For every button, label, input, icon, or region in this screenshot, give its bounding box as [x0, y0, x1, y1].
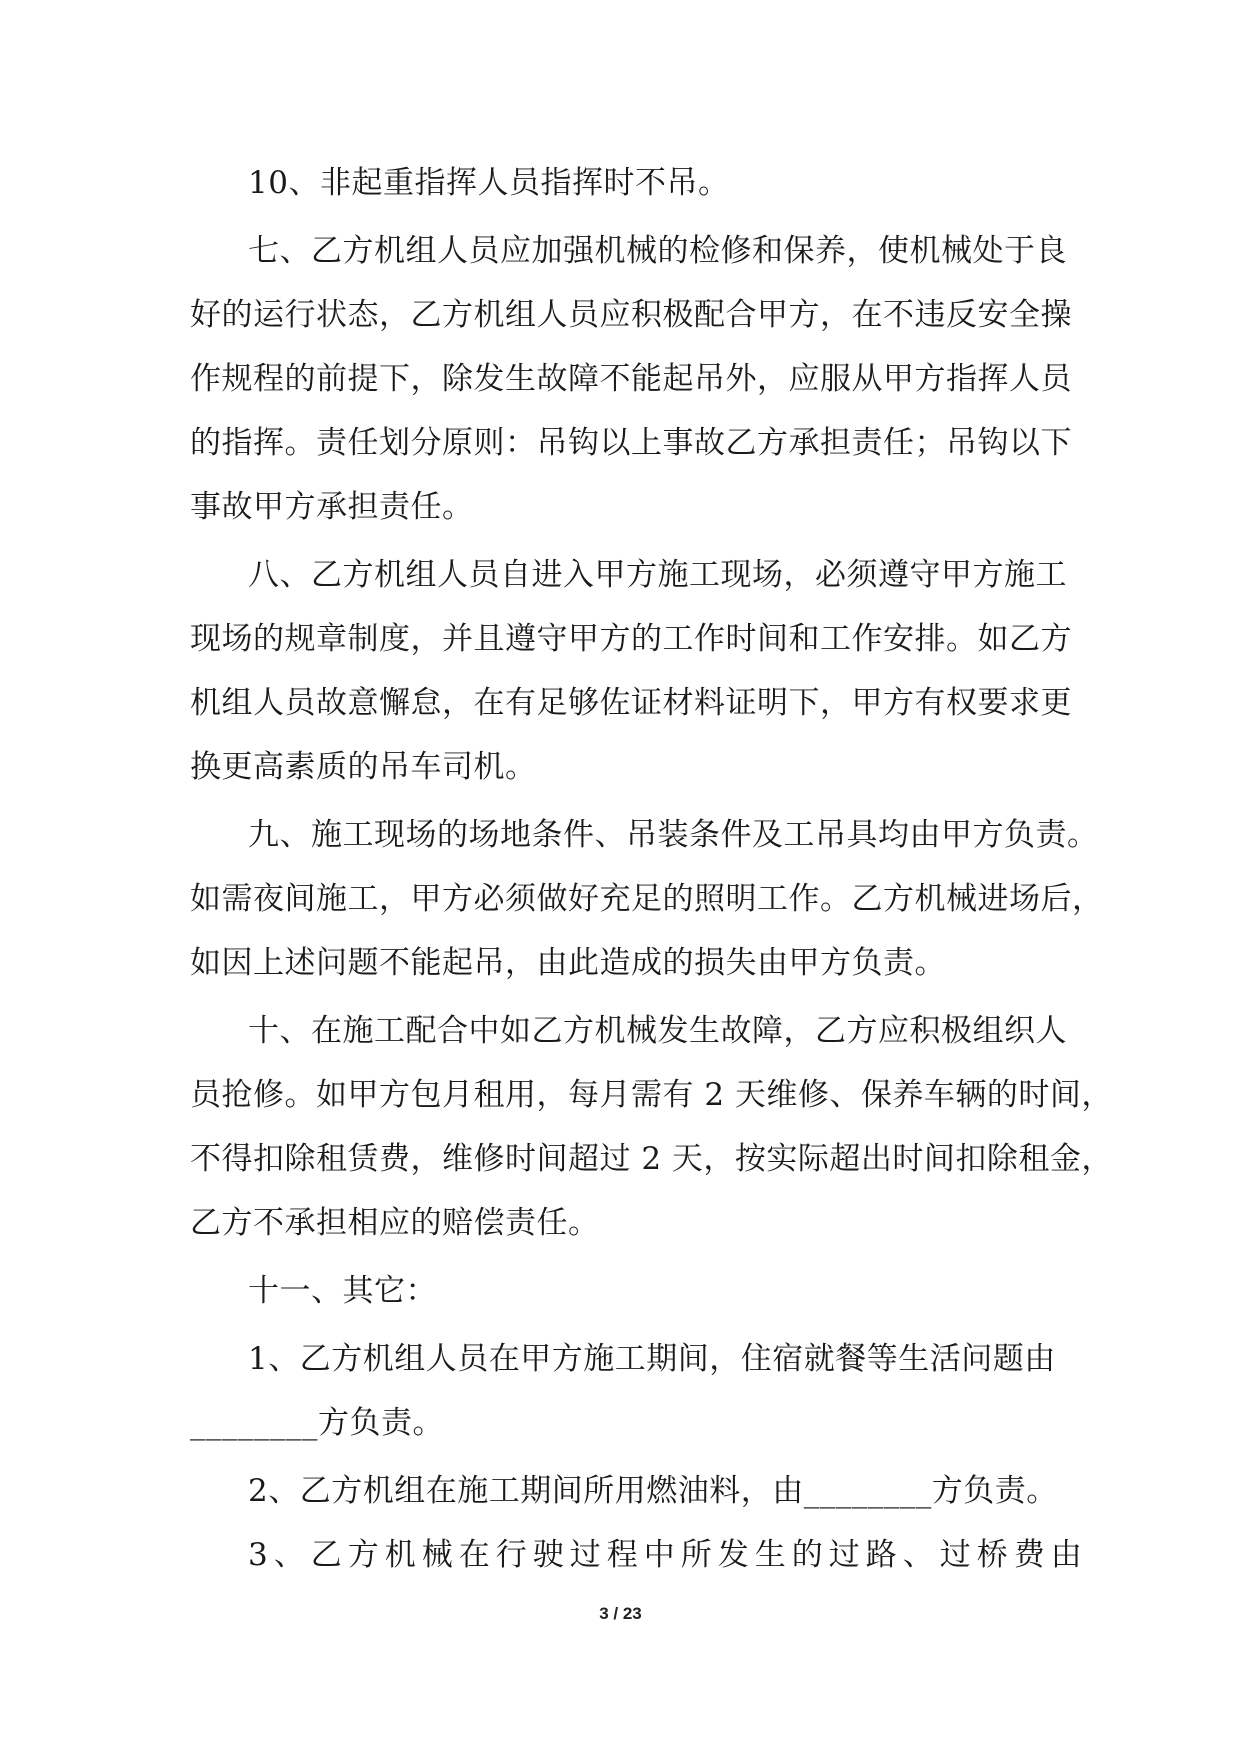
text-line: 十一、其它： — [248, 1273, 437, 1309]
text-line: 乙方不承担相应的赔偿责任。 — [190, 1205, 600, 1241]
text-line: 现场的规章制度，并且遵守甲方的工作时间和工作安排。如乙方 — [190, 621, 1072, 657]
text-line: 机组人员故意懈怠，在有足够佐证材料证明下，甲方有权要求更 — [190, 685, 1072, 721]
text-line: 换更高素质的吊车司机。 — [190, 749, 537, 785]
text-line: 员抢修。如甲方包月租用，每月需有 2 天维修、保养车辆的时间， — [190, 1077, 1113, 1113]
page-number: 3 / 23 — [599, 1604, 642, 1623]
text-line: 七、乙方机组人员应加强机械的检修和保养，使机械处于良 — [248, 233, 1067, 269]
text-line: 事故甲方承担责任。 — [190, 489, 474, 525]
text-line: 3、乙方机械在行驶过程中所发生的过路、过桥费由 — [248, 1537, 1088, 1573]
text-line: 如因上述问题不能起吊，由此造成的损失由甲方负责。 — [190, 945, 946, 981]
text-line: 如需夜间施工，甲方必须做好充足的照明工作。乙方机械进场后， — [190, 881, 1104, 917]
text-line: ________方负责。 — [190, 1405, 444, 1441]
text-line: 八、乙方机组人员自进入甲方施工现场，必须遵守甲方施工 — [248, 557, 1067, 593]
text-line: 作规程的前提下，除发生故障不能起吊外，应服从甲方指挥人员 — [190, 361, 1072, 397]
text-line: 2、乙方机组在施工期间所用燃油料，由________方负责。 — [248, 1473, 1058, 1509]
text-line: 10、非起重指挥人员指挥时不吊。 — [248, 165, 730, 201]
text-line: 的指挥。责任划分原则：吊钩以上事故乙方承担责任；吊钩以下 — [190, 425, 1072, 461]
text-line: 好的运行状态，乙方机组人员应积极配合甲方，在不违反安全操 — [190, 297, 1072, 333]
text-line: 不得扣除租赁费，维修时间超过 2 天，按实际超出时间扣除租金， — [190, 1141, 1113, 1177]
text-line: 九、施工现场的场地条件、吊装条件及工吊具均由甲方负责。 — [248, 817, 1099, 853]
text-line: 十、在施工配合中如乙方机械发生故障，乙方应积极组织人 — [248, 1013, 1067, 1049]
text-line: 1、乙方机组人员在甲方施工期间，住宿就餐等生活问题由 — [248, 1341, 1056, 1377]
